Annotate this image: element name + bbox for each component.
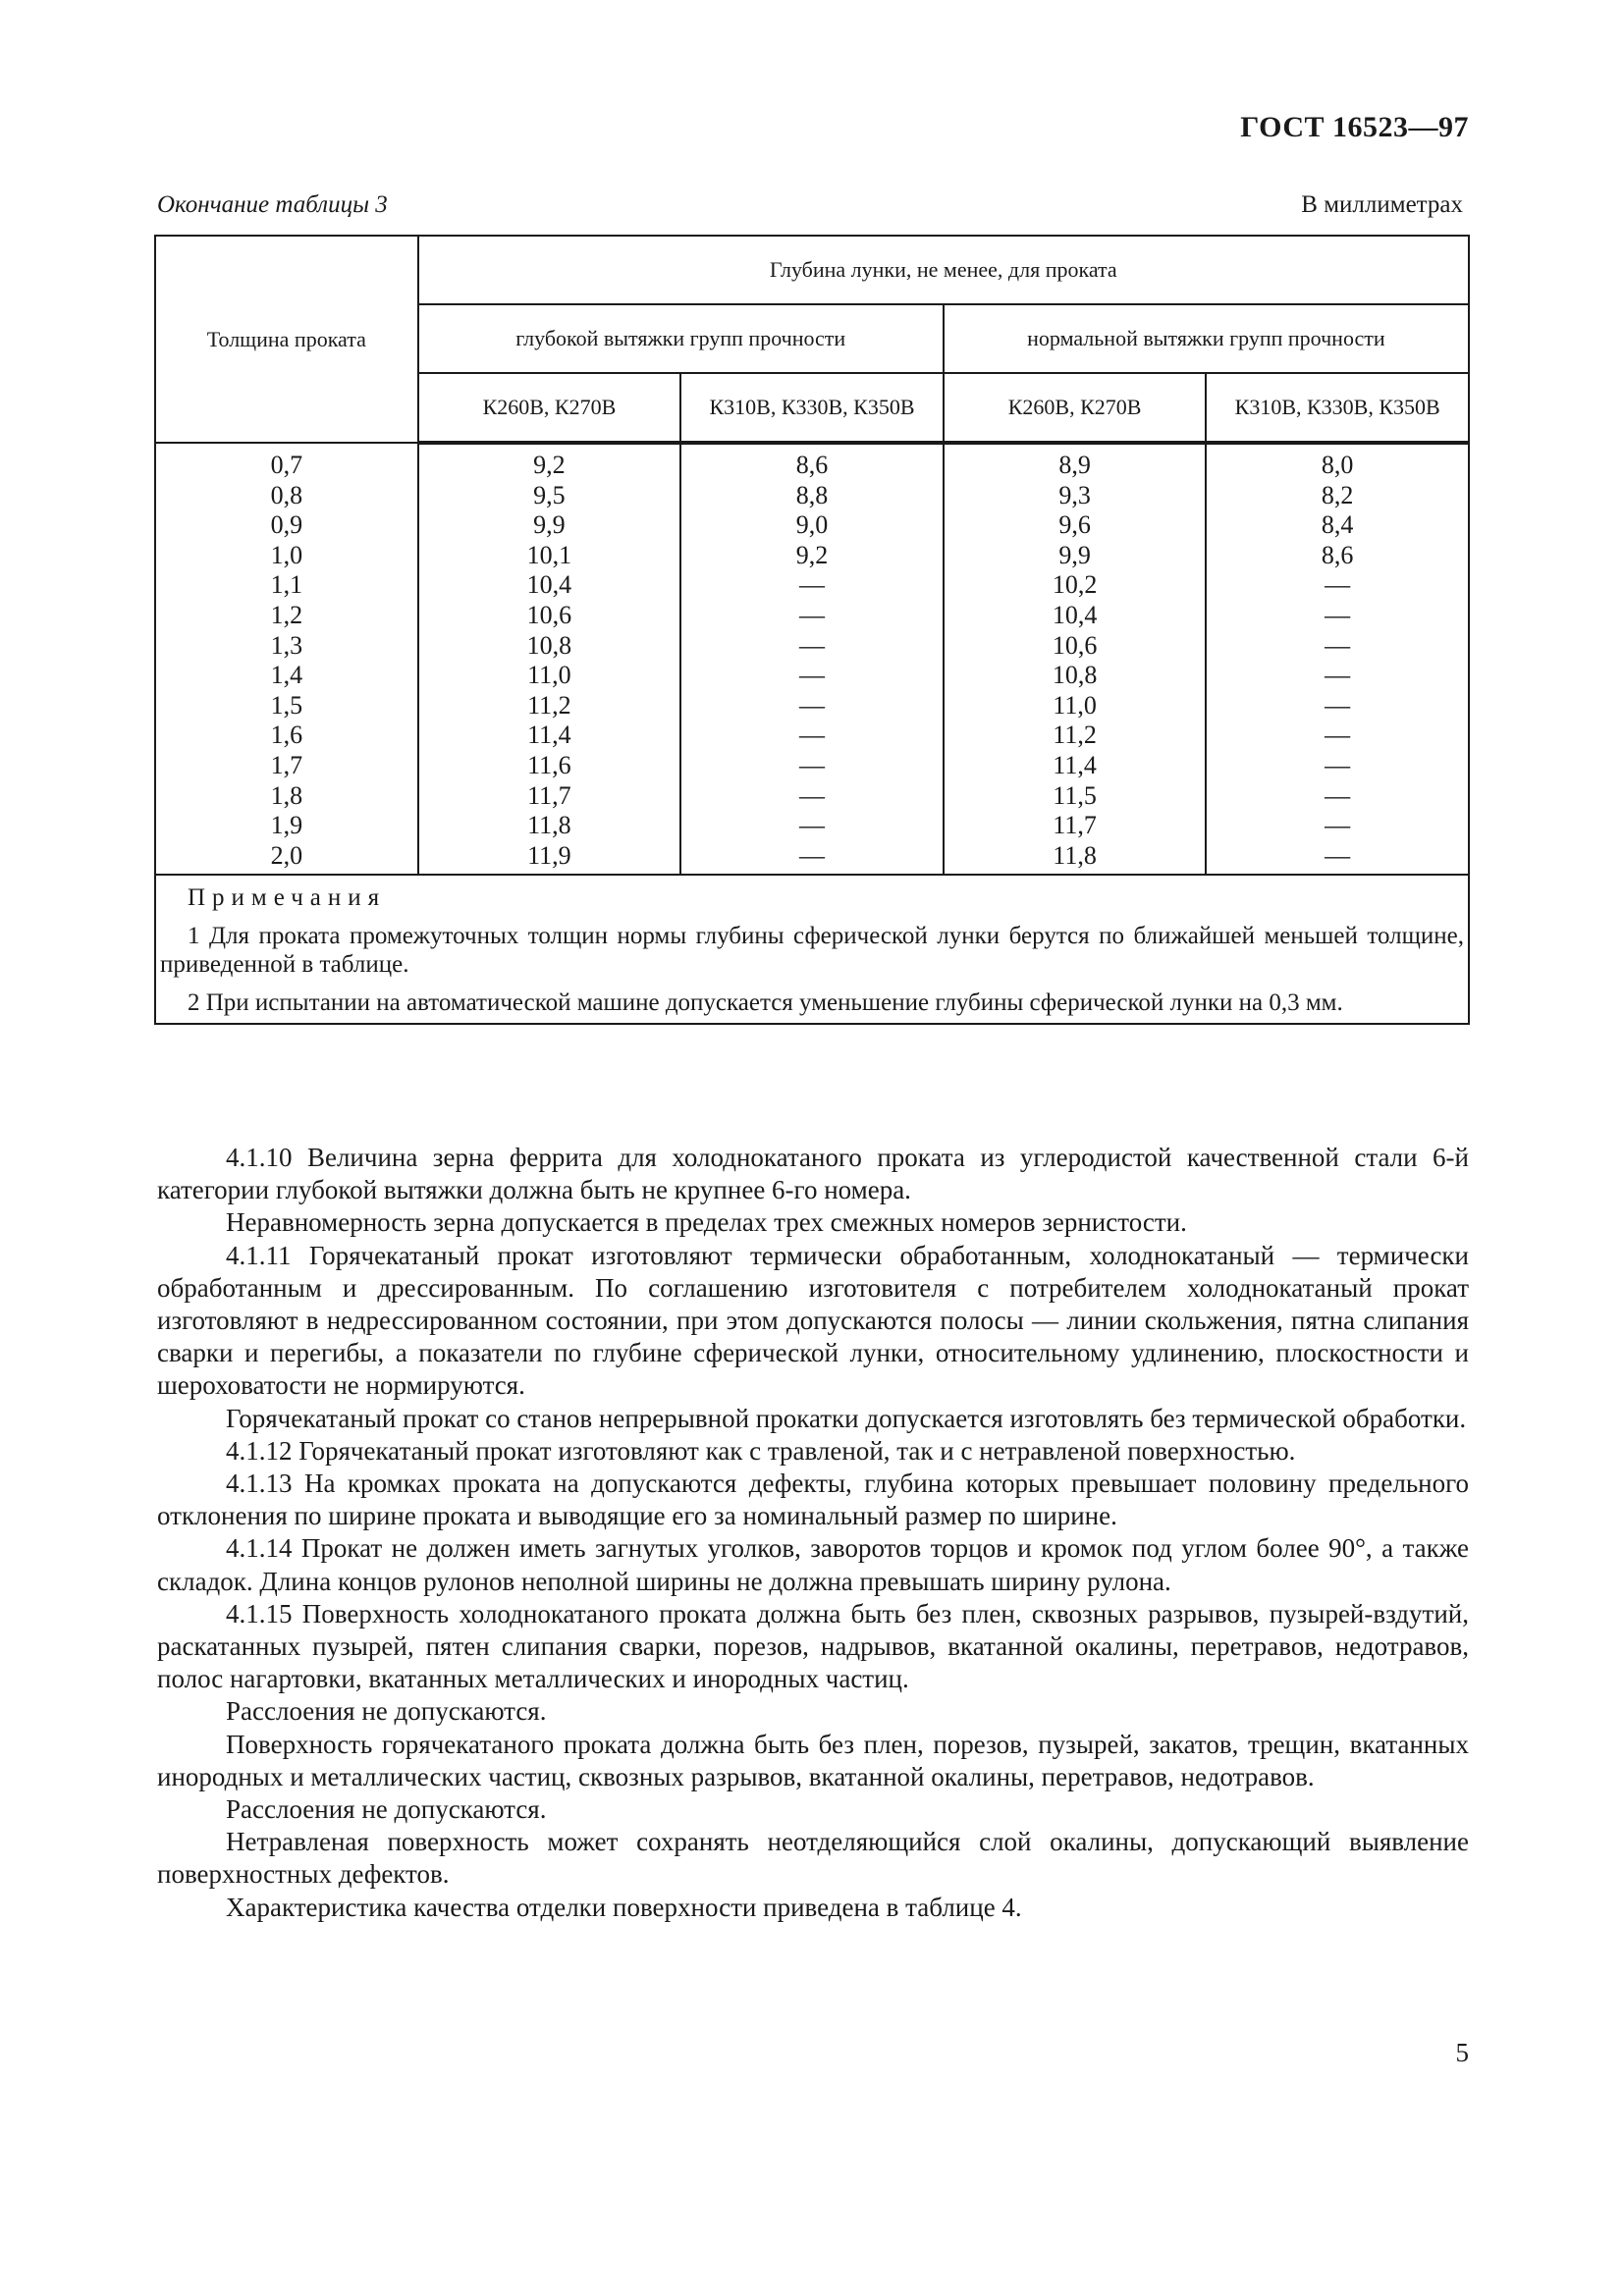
depth-cell: — <box>1206 601 1469 631</box>
depth-cell: — <box>680 811 944 841</box>
thickness-cell: 0,9 <box>155 510 418 541</box>
paragraph: Расслоения не допускаются. <box>226 1794 547 1825</box>
depth-cell: 8,2 <box>1206 481 1469 511</box>
table-row <box>155 721 1469 751</box>
table-row <box>155 443 1469 481</box>
paragraph: Неравномерность зерна допускается в пределах трех смежных номеров зернистости. <box>226 1207 1187 1238</box>
thickness-cell: 0,7 <box>155 443 418 481</box>
thickness-cell: 1,9 <box>155 811 418 841</box>
note-item: 1 Для проката промежуточных толщин нормы глубины сферической лунки берутся по ближайшей меньшей толщине, приведенной в таблице. <box>160 923 1464 979</box>
table-row <box>155 781 1469 812</box>
table-row <box>155 541 1469 571</box>
depth-cell: 8,6 <box>1206 541 1469 571</box>
depth-cell: 8,4 <box>1206 510 1469 541</box>
table-row <box>155 570 1469 601</box>
depth-cell: 11,0 <box>944 691 1207 721</box>
thickness-cell: 1,5 <box>155 691 418 721</box>
table-row <box>155 661 1469 691</box>
depth-cell: 9,9 <box>418 510 681 541</box>
depth-cell: 10,2 <box>944 570 1207 601</box>
data-table <box>154 235 1470 1025</box>
thickness-cell: 1,2 <box>155 601 418 631</box>
depth-cell: — <box>1206 570 1469 601</box>
header-subcol: К260В, К270В <box>944 373 1207 443</box>
depth-cell: 11,2 <box>944 721 1207 751</box>
depth-cell: — <box>1206 691 1469 721</box>
depth-cell: — <box>1206 811 1469 841</box>
depth-cell: — <box>680 751 944 781</box>
depth-cell: — <box>680 570 944 601</box>
thickness-cell: 1,4 <box>155 661 418 691</box>
paragraph: Расслоения не допускаются. <box>226 1696 547 1727</box>
depth-cell: 8,9 <box>944 443 1207 481</box>
note-item: 2 При испытании на автоматической машине допускается уменьшение глубины сферической лунки на 0,3 мм. <box>188 989 1343 1017</box>
header-deep-drawing: глубокой вытяжки групп прочности <box>418 304 944 373</box>
table-caption: Окончание таблицы 3 <box>157 191 388 218</box>
table-row <box>155 631 1469 662</box>
depth-cell: 11,9 <box>418 841 681 876</box>
units-note: В миллиметрах <box>1301 191 1463 218</box>
depth-cell: 9,9 <box>944 541 1207 571</box>
depth-cell: 10,6 <box>944 631 1207 662</box>
table-row <box>155 751 1469 781</box>
thickness-cell: 1,0 <box>155 541 418 571</box>
header-subcol: К310В, К330В, К350В <box>680 373 944 443</box>
depth-cell: 9,5 <box>418 481 681 511</box>
depth-cell: 11,4 <box>944 751 1207 781</box>
paragraph: Характеристика качества отделки поверхности приведена в таблице 4. <box>226 1892 1022 1922</box>
thickness-cell: 1,1 <box>155 570 418 601</box>
depth-cell: — <box>680 691 944 721</box>
thickness-cell: 0,8 <box>155 481 418 511</box>
thickness-cell: 1,8 <box>155 781 418 812</box>
depth-cell: 11,4 <box>418 721 681 751</box>
depth-cell: — <box>1206 781 1469 812</box>
depth-cell: — <box>1206 631 1469 662</box>
depth-cell: 8,6 <box>680 443 944 481</box>
body-text <box>157 1142 1469 1924</box>
depth-cell: 11,5 <box>944 781 1207 812</box>
paragraph: Горячекатаный прокат со станов непрерывной прокатки допускается изготовлять без термической обработки. <box>226 1403 1467 1433</box>
depth-cell: 11,7 <box>944 811 1207 841</box>
paragraph: Поверхность горячекатаного проката должна быть без плен, порезов, пузырей, закатов, трещин, вкатанных инородных и металлических частиц, сквозных разрывов, вкатанной окалины, перетравов, недотравов. <box>157 1729 1469 1791</box>
paragraph: 4.1.12 Горячекатаный прокат изготовляют как с травленой, так и с нетравленой поверхностью. <box>226 1435 1296 1466</box>
header-subcol: К310В, К330В, К350В <box>1206 373 1469 443</box>
paragraph: 4.1.13 На кромках проката на допускаются дефекты, глубина которых превышает половину предельного отклонения по ширине проката и выводящие его за номинальный размер по ширине. <box>157 1468 1469 1531</box>
depth-cell: 10,8 <box>944 661 1207 691</box>
depth-cell: 9,0 <box>680 510 944 541</box>
depth-cell: — <box>1206 661 1469 691</box>
depth-cell: 11,6 <box>418 751 681 781</box>
header-thickness: Толщина проката <box>155 236 418 443</box>
depth-cell: 11,7 <box>418 781 681 812</box>
depth-cell: — <box>1206 721 1469 751</box>
depth-cell: 9,2 <box>418 443 681 481</box>
table-row <box>155 811 1469 841</box>
paragraph: 4.1.10 Величина зерна феррита для холоднокатаного проката из углеродистой качественной стали 6-й категории глубокой вытяжки должна быть не крупнее 6-го номера. <box>157 1143 1469 1205</box>
depth-cell: — <box>680 781 944 812</box>
depth-cell: 11,8 <box>418 811 681 841</box>
depth-cell: 10,8 <box>418 631 681 662</box>
table-body <box>155 443 1469 875</box>
depth-cell: 10,4 <box>418 570 681 601</box>
page-number: 5 <box>1455 2038 1469 2067</box>
depth-cell: 11,8 <box>944 841 1207 876</box>
thickness-cell: 2,0 <box>155 841 418 876</box>
paragraph: Нетравленая поверхность может сохранять неотделяющийся слой окалины, допускающий выявление поверхностных дефектов. <box>157 1827 1469 1890</box>
depth-cell: — <box>680 721 944 751</box>
depth-cell: — <box>1206 841 1469 876</box>
depth-cell: — <box>680 601 944 631</box>
depth-cell: 10,1 <box>418 541 681 571</box>
depth-cell: — <box>680 661 944 691</box>
thickness-cell: 1,7 <box>155 751 418 781</box>
depth-cell: — <box>1206 751 1469 781</box>
depth-cell: — <box>680 841 944 876</box>
table-row <box>155 481 1469 511</box>
depth-cell: — <box>680 631 944 662</box>
table-row <box>155 841 1469 876</box>
notes-title: Примечания <box>188 884 387 912</box>
depth-cell: 9,6 <box>944 510 1207 541</box>
depth-cell: 8,0 <box>1206 443 1469 481</box>
table-row <box>155 510 1469 541</box>
depth-cell: 9,3 <box>944 481 1207 511</box>
paragraph: 4.1.14 Прокат не должен иметь загнутых уголков, заворотов торцов и кромок под углом более 90°, а также складок. Длина концов рулонов неполной ширины не должна превышать ширину рулона. <box>157 1533 1469 1596</box>
paragraph: 4.1.15 Поверхность холоднокатаного проката должна быть без плен, сквозных разрывов, пузырей-вздутий, раскатанных пузырей, пятен слипания сварки, порезов, надрывов, вкатанной окалины, перетравов, недотравов, полос нагартовки, вкатанных металлических и инородных частиц. <box>157 1598 1469 1694</box>
thickness-cell: 1,3 <box>155 631 418 662</box>
table-row <box>155 691 1469 721</box>
thickness-cell: 1,6 <box>155 721 418 751</box>
depth-cell: 10,4 <box>944 601 1207 631</box>
header-depth-group: Глубина лунки, не менее, для проката <box>418 236 1469 304</box>
depth-cell: 9,2 <box>680 541 944 571</box>
depth-cell: 8,8 <box>680 481 944 511</box>
header-subcol: К260В, К270В <box>418 373 681 443</box>
table-row <box>155 601 1469 631</box>
header-normal-drawing: нормальной вытяжки групп прочности <box>944 304 1469 373</box>
document-code: ГОСТ 16523—97 <box>1240 111 1469 143</box>
depth-cell: 11,2 <box>418 691 681 721</box>
paragraph: 4.1.11 Горячекатаный прокат изготовляют термически обработанным, холоднокатаный — термически обработанным и дрессированным. По соглашению изготовителя с потребителем холоднокатаный прокат изготовляют в недрессированном состоянии, при этом допускаются полосы — линии скольжения, пятна слипания сварки и перегибы, а показатели по глубине сферической лунки, относительному удлинению, плоскостности и шероховатости не нормируются. <box>157 1240 1469 1401</box>
depth-cell: 11,0 <box>418 661 681 691</box>
table-notes <box>155 875 1469 1024</box>
depth-cell: 10,6 <box>418 601 681 631</box>
